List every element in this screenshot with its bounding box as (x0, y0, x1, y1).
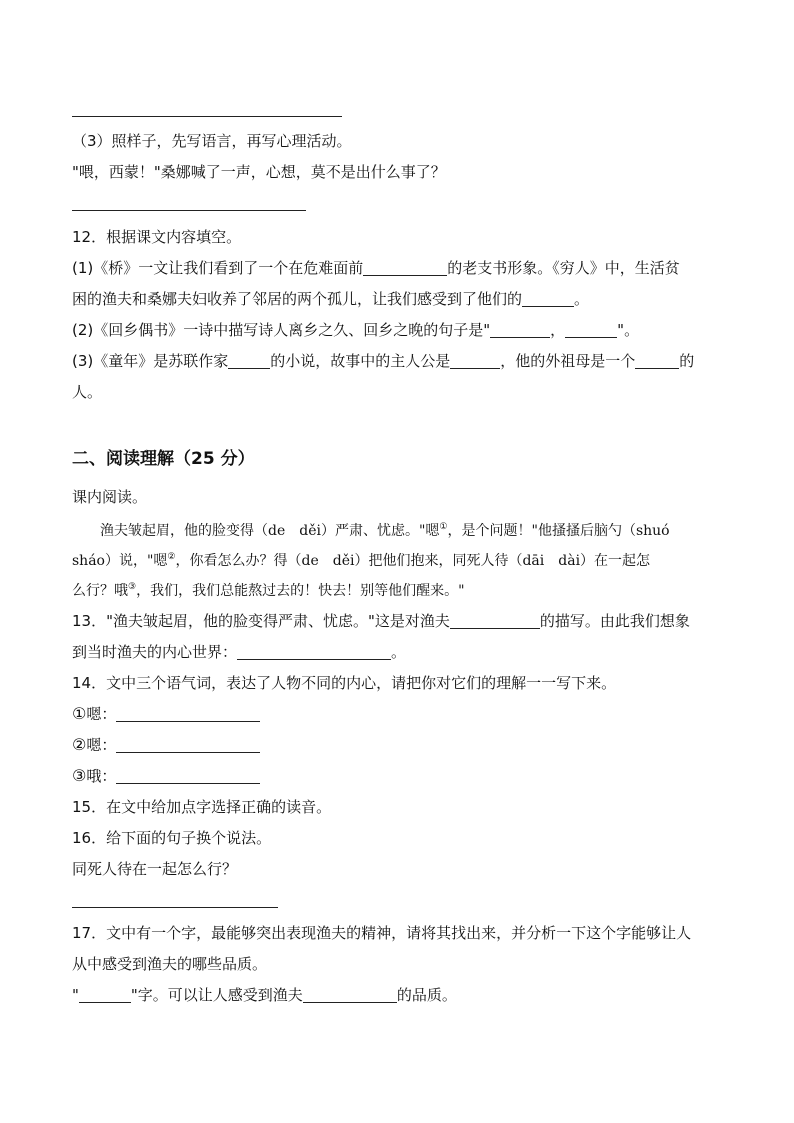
q14-item-3 (72, 765, 260, 787)
answer-line-q16[interactable] (72, 907, 278, 908)
q12-item3-line1 (72, 350, 694, 372)
q14-title: 14．文中三个语气词，表达了人物不同的内心，请把你对它们的理解一一写下来。 (72, 674, 617, 692)
q14-num-1: ① (72, 704, 87, 723)
q12-p3-text-b: 的小说，故事中的主人公是 (270, 352, 451, 370)
blank-q12-1[interactable] (363, 259, 447, 276)
q14-num-2: ② (72, 735, 87, 754)
q12-p2-text-c: "。 (617, 321, 640, 339)
q13-line1 (72, 610, 690, 632)
blank-q17-2[interactable] (303, 986, 397, 1003)
q16-title: 16．给下面的句子换个说法。 (72, 829, 272, 847)
passage-text-2a: sháo）说，"嗯 (72, 553, 168, 569)
q17-text-c: 的品质。 (396, 986, 457, 1004)
q12-p1-text-a: (1)《桥》一文让我们看到了一个在危难面前 (72, 259, 364, 277)
passage-line-1 (100, 516, 670, 542)
q12-p3-text-d: 的 (679, 352, 695, 370)
q12-p1-text-d: 。 (574, 290, 590, 308)
q11-sub3-example: "喂，西蒙！"桑娜喊了一声，心想，莫不是出什么事了？ (72, 163, 446, 181)
answer-line-q11-2[interactable] (72, 116, 342, 117)
q13-text-b: 的描写。由此我们想象 (539, 612, 690, 630)
q12-title: 12．根据课文内容填空。 (72, 228, 242, 246)
q14-item-2 (72, 734, 260, 756)
passage-text-3a: 么行？哦 (72, 583, 128, 599)
q15-title: 15．在文中给加点字选择正确的读音。 (72, 798, 332, 816)
q12-item2 (72, 319, 639, 341)
q13-text-c: 到当时渔夫的内心世界： (72, 643, 238, 661)
passage-text-1a: 渔夫皱起眉，他的脸变得（de děi）严肃、忧虑。"嗯 (100, 523, 440, 539)
passage-text-3b: ，我们，我们总能熬过去的！快去！别等他们醒来。" (136, 583, 465, 599)
q11-sub3-label: （3）照样子，先写语言，再写心理活动。 (72, 132, 352, 150)
q12-item1-line2 (72, 288, 589, 310)
blank-q13-2[interactable] (237, 643, 391, 660)
q12-item1-line1 (72, 257, 680, 279)
q13-text-a: 13．"渔夫皱起眉，他的脸变得严肃、忧虑。"这是对渔夫 (72, 612, 450, 630)
answer-line-q11-3[interactable] (72, 210, 306, 211)
blank-q17-1[interactable] (79, 986, 131, 1003)
footnote-mark-3: ③ (128, 582, 137, 592)
q17-line1: 17．文中有一个字，最能够突出表现渔夫的精神，请将其找出来，并分析一下这个字能够让人 (72, 924, 692, 942)
q12-p2-text-b: ， (550, 321, 566, 339)
passage-text-1b: ，是个问题！"他搔搔后脑勺（shuó (447, 523, 670, 539)
passage-line-2 (72, 546, 650, 572)
q17-line2: 从中感受到渔夫的哪些品质。 (72, 955, 268, 973)
q12-p1-text-c: 困的渔夫和桑娜夫妇收养了邻居的两个孤儿，让我们感受到了他们的 (72, 290, 523, 308)
q14-item-1 (72, 703, 260, 725)
q14-word-3: 哦： (86, 767, 117, 785)
passage-text-2b: ，你看怎么办？得（de děi）把他们抱来，同死人待（dāi dài）在一起怎 (175, 553, 651, 569)
q17-line3 (72, 984, 457, 1006)
blank-q14-1[interactable] (116, 705, 260, 722)
blank-q12-6[interactable] (450, 352, 500, 369)
blank-q12-4[interactable] (565, 321, 617, 338)
q12-p2-text-a: (2)《回乡偶书》一诗中描写诗人离乡之久、回乡之晚的句子是" (72, 321, 491, 339)
q13-text-d: 。 (391, 643, 407, 661)
blank-q13-1[interactable] (450, 612, 540, 629)
section2-intro: 课内阅读。 (72, 488, 148, 506)
footnote-mark-2: ② (167, 552, 176, 562)
q17-text-a: " (72, 986, 79, 1004)
blank-q14-2[interactable] (116, 736, 260, 753)
blank-q12-7[interactable] (635, 352, 679, 369)
q12-p3-text-a: (3)《童年》是苏联作家 (72, 352, 229, 370)
q13-line2 (72, 641, 406, 663)
section2-title: 二、阅读理解（25 分） (72, 449, 255, 469)
passage-line-3 (72, 576, 465, 602)
blank-q12-2[interactable] (522, 290, 574, 307)
q14-word-2: 嗯： (86, 736, 117, 754)
q12-p3-text-c: ，他的外祖母是一个 (500, 352, 636, 370)
q16-sentence: 同死人待在一起怎么行？ (72, 860, 238, 878)
blank-q12-3[interactable] (490, 321, 550, 338)
footnote-mark-1: ① (439, 522, 448, 532)
q14-word-1: 嗯： (86, 705, 117, 723)
q14-num-3: ③ (72, 766, 87, 785)
q12-item3-line2: 人。 (72, 383, 103, 401)
blank-q12-5[interactable] (228, 352, 270, 369)
q17-text-b: "字。可以让人感受到渔夫 (130, 986, 303, 1004)
q12-p1-text-b: 的老支书形象。《穷人》中，生活贫 (447, 259, 680, 277)
blank-q14-3[interactable] (116, 767, 260, 784)
